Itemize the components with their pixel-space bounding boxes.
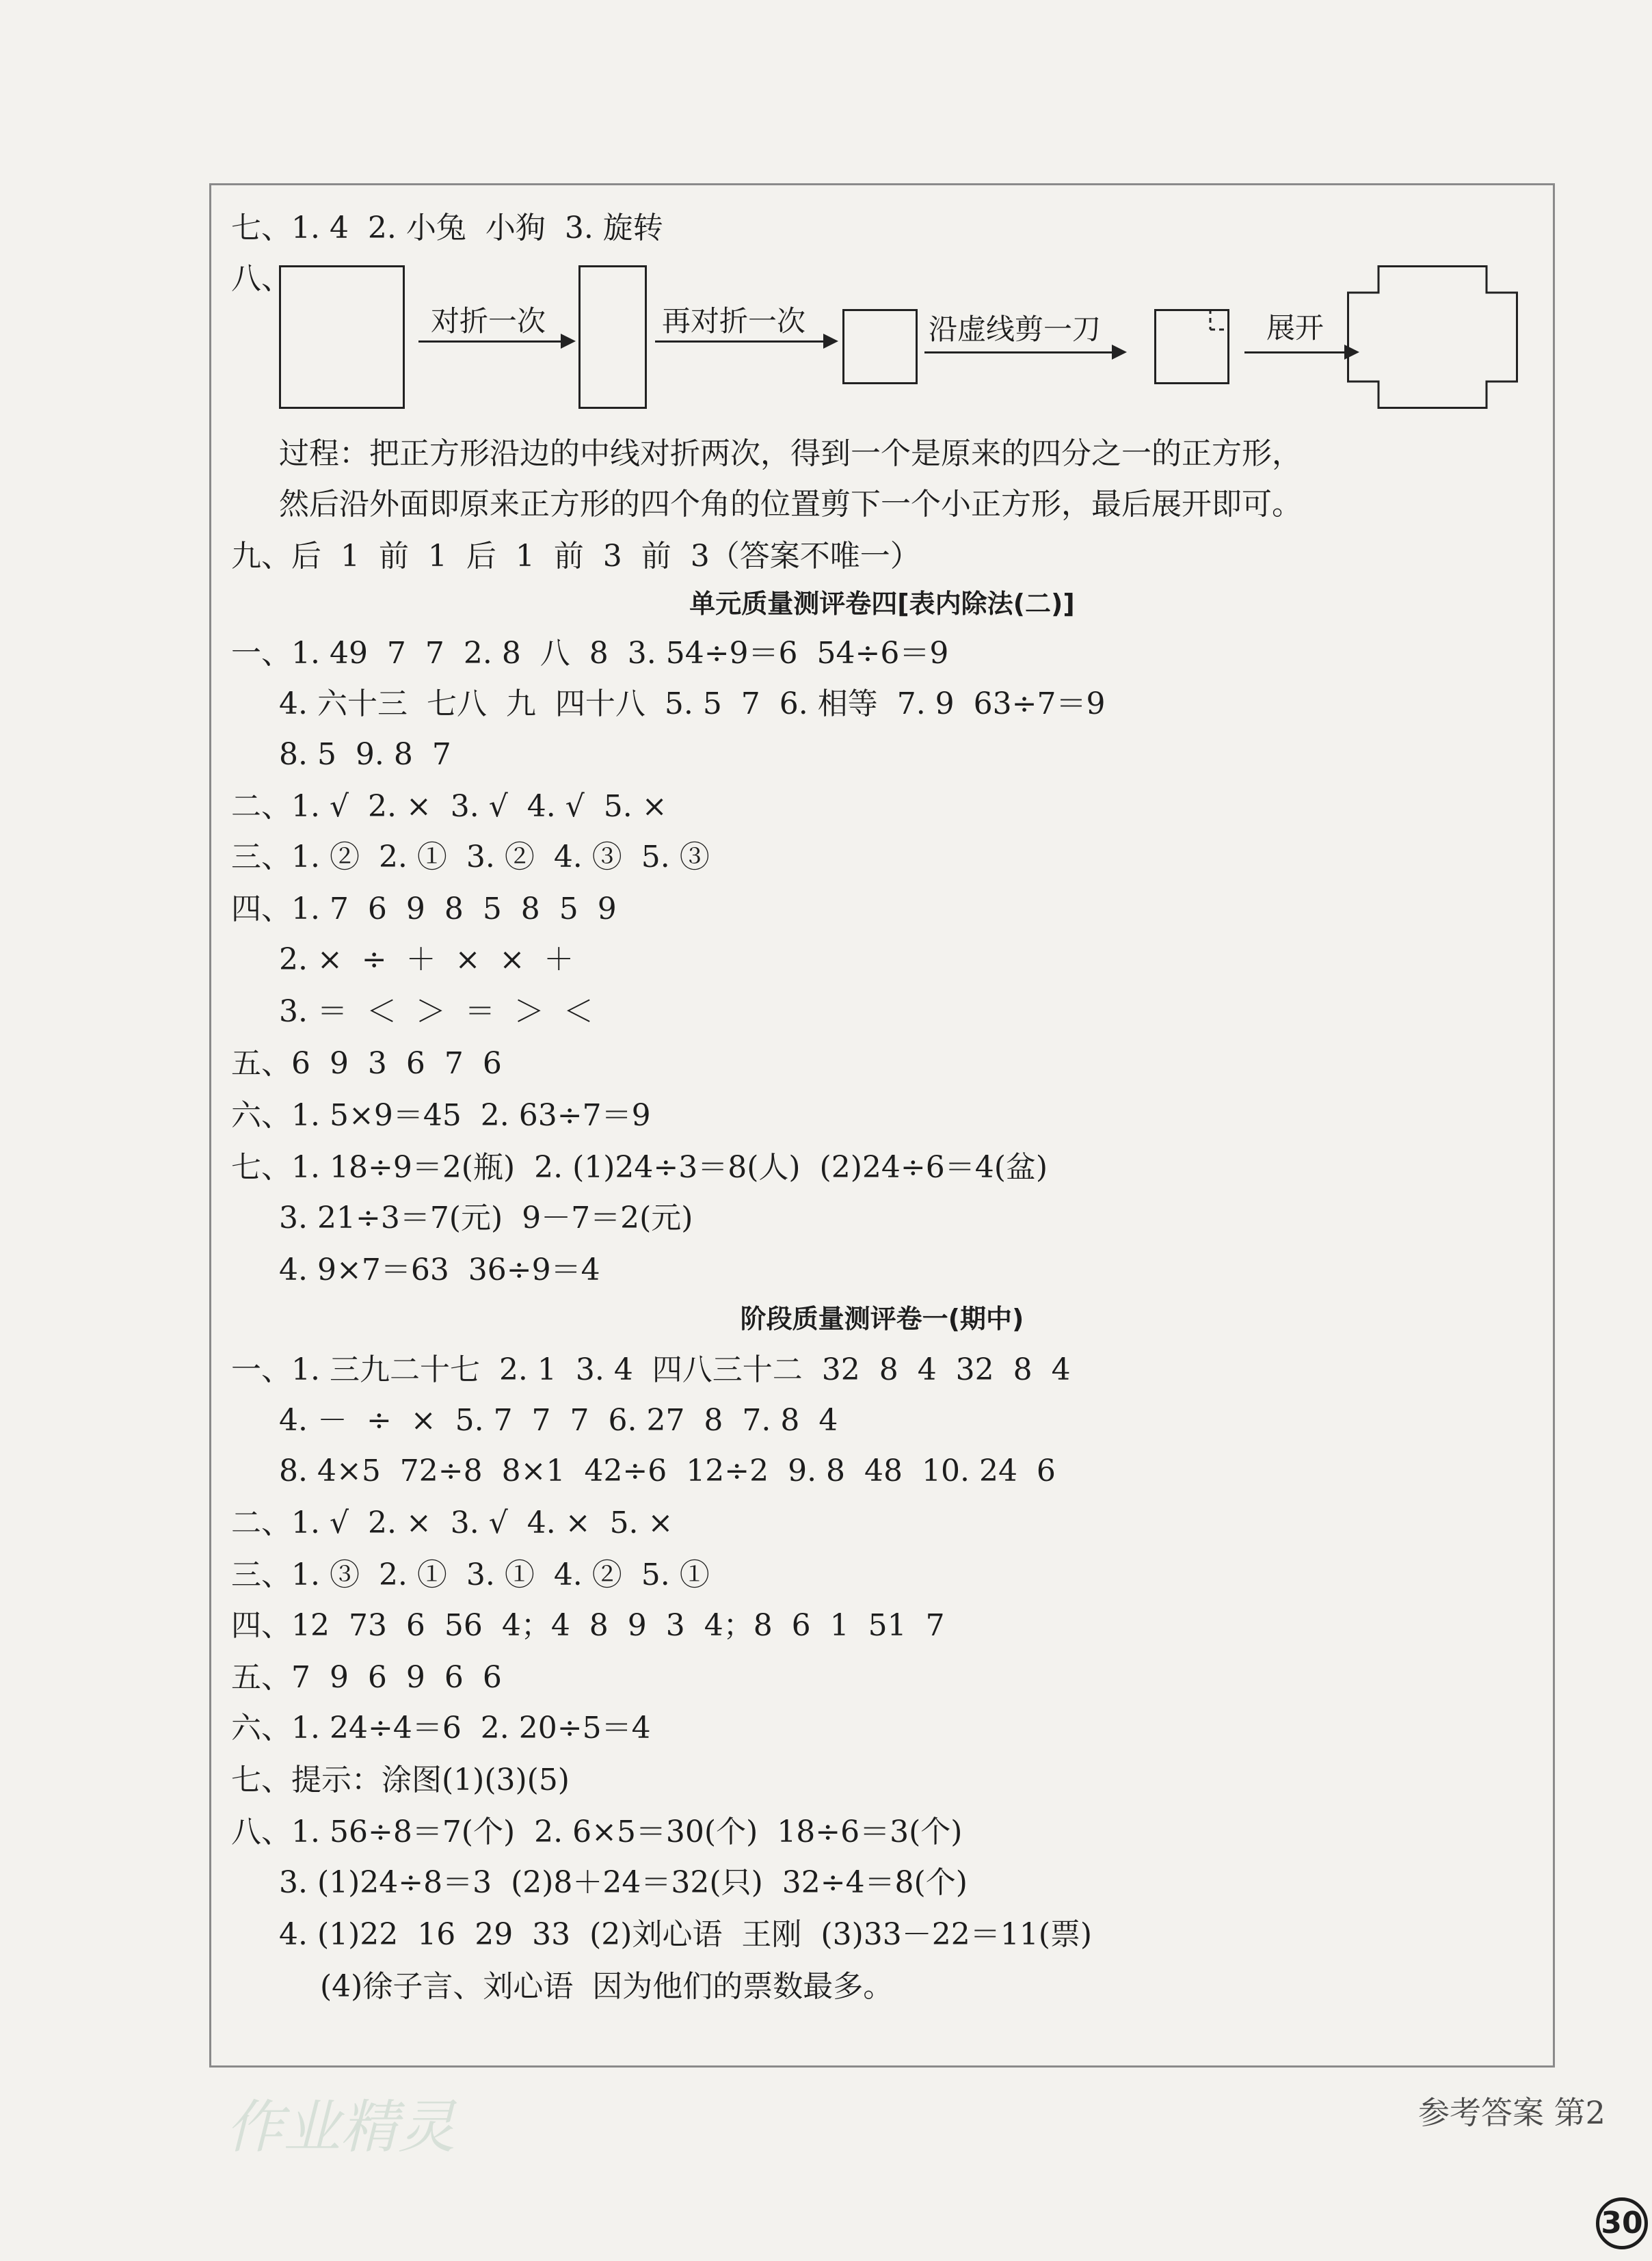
square-original xyxy=(279,265,405,409)
dashed-cut-line xyxy=(1190,309,1229,350)
answer-line: 五、6 9 3 6 7 6 xyxy=(231,1046,502,1081)
step-label: 再对折一次 xyxy=(662,304,806,338)
answer-line: 四、1. 7 6 9 8 5 8 5 9 xyxy=(231,892,617,926)
answer-line-label: 八、 xyxy=(231,261,291,296)
answer-line: 四、12 73 6 56 4；4 8 9 3 4；8 6 1 51 7 xyxy=(231,1608,945,1643)
step-label: 对折一次 xyxy=(431,304,546,338)
answer-line: 二、1. √ 2. × 3. √ 4. × 5. × xyxy=(231,1506,674,1540)
arrow-line xyxy=(924,351,1115,353)
rectangle-folded-once xyxy=(578,265,647,409)
answer-line: 然后沿外面即原来正方形的四个角的位置剪下一个小正方形，最后展开即可。 xyxy=(279,487,1302,522)
answer-line: 八、1. 56÷8＝7(个) 2. 6×5＝30(个) 18÷6＝3(个) xyxy=(231,1815,963,1849)
section-title: 单元质量测评卷四[表内除法(二)] xyxy=(689,589,1075,619)
arrow-head-icon xyxy=(823,334,838,349)
unfolded-shape xyxy=(1347,265,1518,409)
answer-line: 一、1. 49 7 7 2. 8 八 8 3. 54÷9＝6 54÷6＝9 xyxy=(231,636,949,671)
arrow-line xyxy=(418,340,563,343)
watermark-logo: 作业精灵 xyxy=(226,2093,456,2160)
arrow-head-icon xyxy=(1112,345,1127,360)
page-number-badge: 30 xyxy=(1596,2197,1648,2249)
answer-line: 二、1. √ 2. × 3. √ 4. √ 5. × xyxy=(231,789,667,824)
answer-line: 3. (1)24÷8＝3 (2)8＋24＝32(只) 32÷4＝8(个) xyxy=(279,1865,968,1900)
step-label: 沿虚线剪一刀 xyxy=(929,312,1102,346)
answer-line: 4. (1)22 16 29 33 (2)刘心语 王刚 (3)33－22＝11(票) xyxy=(279,1917,1093,1952)
answer-line: 七、1. 4 2. 小兔 小狗 3. 旋转 xyxy=(231,211,663,245)
arrow-head-icon xyxy=(561,334,576,349)
answer-line: 五、7 9 6 9 6 6 xyxy=(231,1660,502,1695)
answer-line: 一、1. 三九二十七 2. 1 3. 4 四八三十二 32 8 4 32 8 4 xyxy=(231,1352,1071,1387)
arrow-line xyxy=(655,340,826,343)
answer-line: 8. 5 9. 8 7 xyxy=(279,737,451,772)
footer-label: 参考答案 第2 xyxy=(1418,2094,1606,2131)
answer-line: 六、1. 24÷4＝6 2. 20÷5＝4 xyxy=(231,1711,651,1745)
answer-line: 3. 21÷3＝7(元) 9－7＝2(元) xyxy=(279,1201,693,1235)
section-title: 阶段质量测评卷一(期中) xyxy=(740,1304,1024,1334)
answer-line: 九、后 1 前 1 后 1 前 3 前 3（答案不唯一） xyxy=(231,539,920,574)
answer-line: 三、1. ② 2. ① 3. ② 4. ③ 5. ③ xyxy=(231,840,710,874)
answer-line: 六、1. 5×9＝45 2. 63÷7＝9 xyxy=(231,1098,651,1133)
answer-line: 过程：把正方形沿边的中线对折两次，得到一个是原来的四分之一的正方形， xyxy=(279,436,1302,471)
answer-line: 七、提示：涂图(1)(3)(5) xyxy=(231,1763,570,1797)
arrow-line xyxy=(1244,351,1347,353)
answer-line: (4)徐子言、刘心语 因为他们的票数最多。 xyxy=(320,1969,894,2004)
answer-line: 3. ＝ ＜ ＞ ＝ ＞ ＜ xyxy=(279,994,594,1029)
answer-line: 4. － ÷ × 5. 7 7 7 6. 27 8 7. 8 4 xyxy=(279,1403,838,1438)
answer-line: 2. × ÷ ＋ × × ＋ xyxy=(279,942,574,977)
answer-line: 4. 六十三 七八 九 四十八 5. 5 7 6. 相等 7. 9 63÷7＝9 xyxy=(279,686,1106,721)
answer-line: 4. 9×7＝63 36÷9＝4 xyxy=(279,1253,600,1287)
answer-line: 8. 4×5 72÷8 8×1 42÷6 12÷2 9. 8 48 10. 24 6 xyxy=(279,1454,1056,1488)
square-folded-twice xyxy=(842,309,918,384)
step-label: 展开 xyxy=(1266,311,1324,345)
answer-line: 七、1. 18÷9＝2(瓶) 2. (1)24÷3＝8(人) (2)24÷6＝4(盆) xyxy=(231,1150,1048,1185)
answer-line: 三、1. ③ 2. ① 3. ① 4. ② 5. ① xyxy=(231,1557,710,1592)
